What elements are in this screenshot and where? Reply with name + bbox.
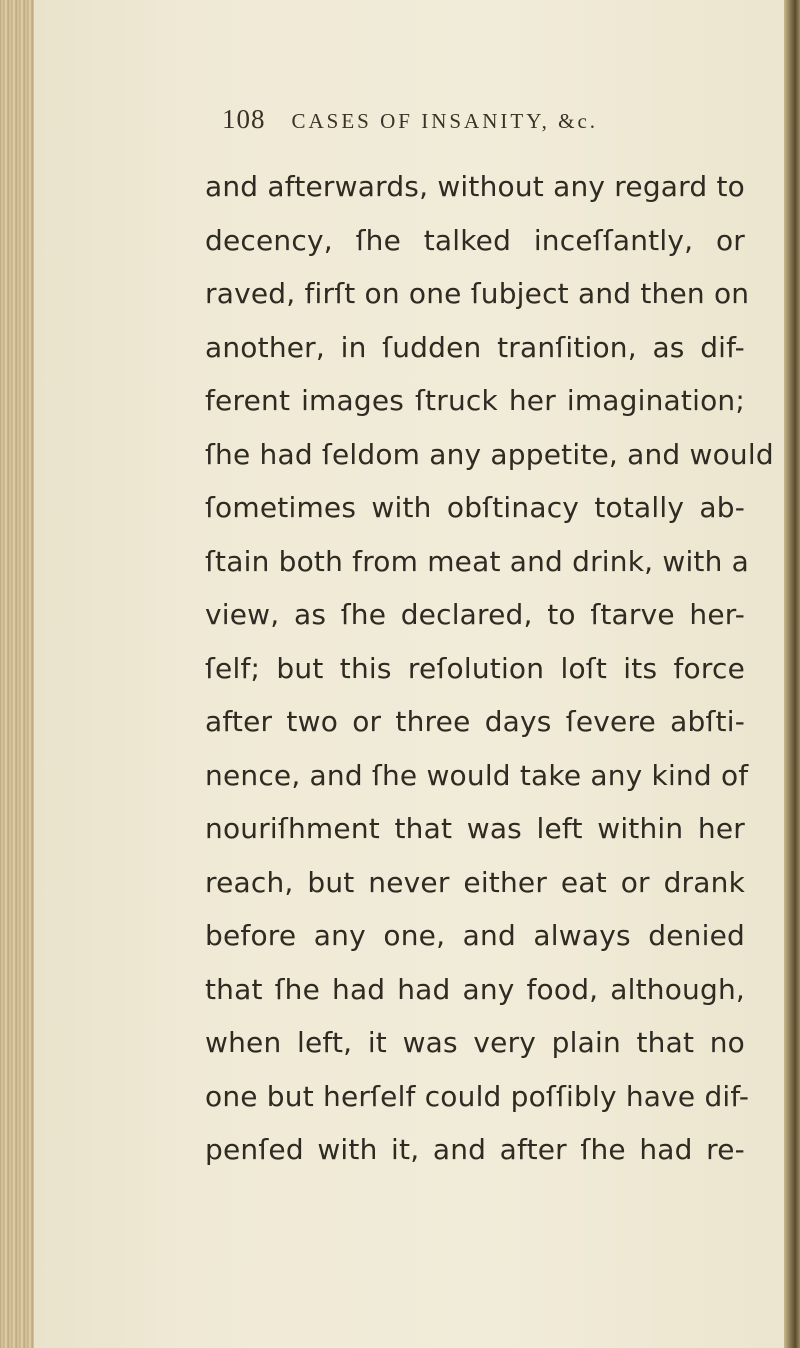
text-line: reach, but never either eat or drank [205,865,745,899]
text-line: penſed with it, and after ſhe had re- [205,1133,745,1166]
text-line: ſelf; but this reſolution loſt its force [205,651,745,685]
book-gutter [0,0,34,1348]
text-line: decency, ſhe talked inceſſantly, or [205,223,745,257]
text-line: nouriſhment that was left within her [205,812,745,845]
text-line: ſhe had ſeldom any appetite, and would [205,437,774,471]
text-line: when left, it was very plain that no [205,1026,745,1059]
page-number: 108 [222,104,266,134]
page-edge [784,0,800,1348]
text-line: before any one, and always denied [205,919,745,952]
text-line: one but herſelf could poſſibly have dif- [205,1079,750,1113]
running-title: CASES OF INSANITY, &c. [291,109,599,133]
body-text [205,160,774,1177]
text-line: after two or three days ſevere abſti- [205,705,745,738]
text-line: nence, and ſhe would take any kind of [205,758,749,792]
running-header [222,104,598,144]
text-line: that ſhe had had any food, although, [205,972,745,1006]
text-line: raved, firſt on one ſubject and then on [205,277,750,310]
text-line: another, in ſudden tranſition, as dif- [205,330,745,364]
text-line: ſometimes with obſtinacy totally ab- [205,491,745,524]
text-line: view, as ſhe declared, to ſtarve her- [205,598,745,631]
text-line: ſtain both from meat and drink, with a [205,544,750,578]
text-line: ferent images ſtruck her imagination; [205,384,745,417]
text-line: and afterwards, without any regard to [205,170,745,203]
